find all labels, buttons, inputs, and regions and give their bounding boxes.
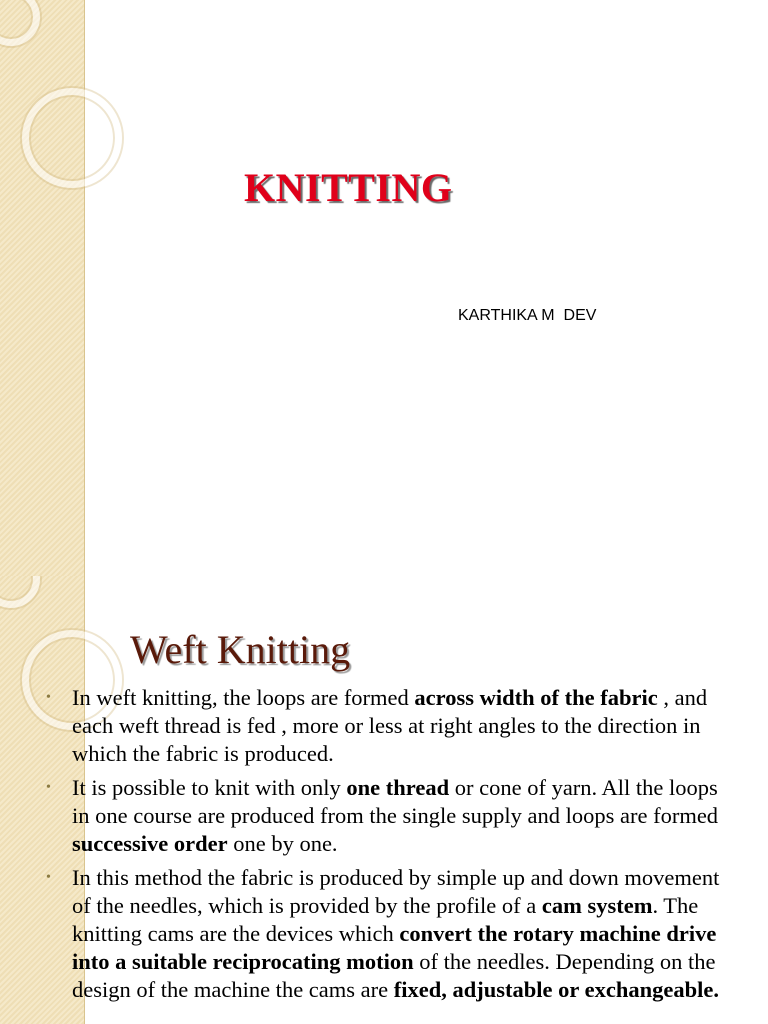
bullet-emphasis: fixed, adjustable or exchangeable.	[393, 977, 719, 1002]
decorative-ring-icon	[0, 576, 40, 608]
bullet-text: . The knitting cams are the devices which	[72, 893, 699, 946]
bullet-text: In this method the fabric is produced by simple up and down movement of the needles, which is provided by the profile of a	[72, 865, 720, 918]
bullet-item	[46, 864, 726, 1004]
bullet-list	[46, 684, 726, 1010]
bullet-icon: •	[46, 780, 51, 795]
bullet-text: It is possible to knit with only	[72, 775, 347, 800]
bullet-text: , and each weft thread is fed , more or less at right angles to the direction in which the fabric is produced.	[72, 685, 708, 766]
bullet-text: or cone of yarn. All the loops in one course are produced from the single supply and loops are formed	[72, 775, 719, 828]
section-heading: Weft Knitting	[130, 627, 351, 672]
decorative-side-band	[0, 0, 85, 576]
bullet-emphasis: convert the rotary machine drive into a suitable reciprocating motion	[72, 921, 717, 974]
content-slide	[0, 576, 768, 1024]
decorative-ring-icon	[0, 0, 40, 46]
bullet-text: In weft knitting, the loops are formed	[72, 685, 415, 710]
bullet-emphasis: across width of the fabric	[414, 685, 658, 710]
bullet-icon: •	[46, 870, 51, 885]
bullet-emphasis: one thread	[346, 775, 450, 800]
slide-title: KNITTING	[244, 165, 453, 210]
bullet-icon: •	[46, 690, 51, 705]
bullet-emphasis: successive order	[72, 831, 228, 856]
bullet-text: of the needles. Depending on the design of the machine the cams are	[72, 949, 716, 1002]
author-name: KARTHIKA M DEV	[458, 307, 597, 324]
bullet-item	[46, 774, 726, 858]
bullet-text: one by one.	[227, 831, 338, 856]
bullet-emphasis: cam system	[541, 893, 653, 918]
bullet-item	[46, 684, 726, 768]
decorative-ring-icon	[22, 88, 122, 188]
